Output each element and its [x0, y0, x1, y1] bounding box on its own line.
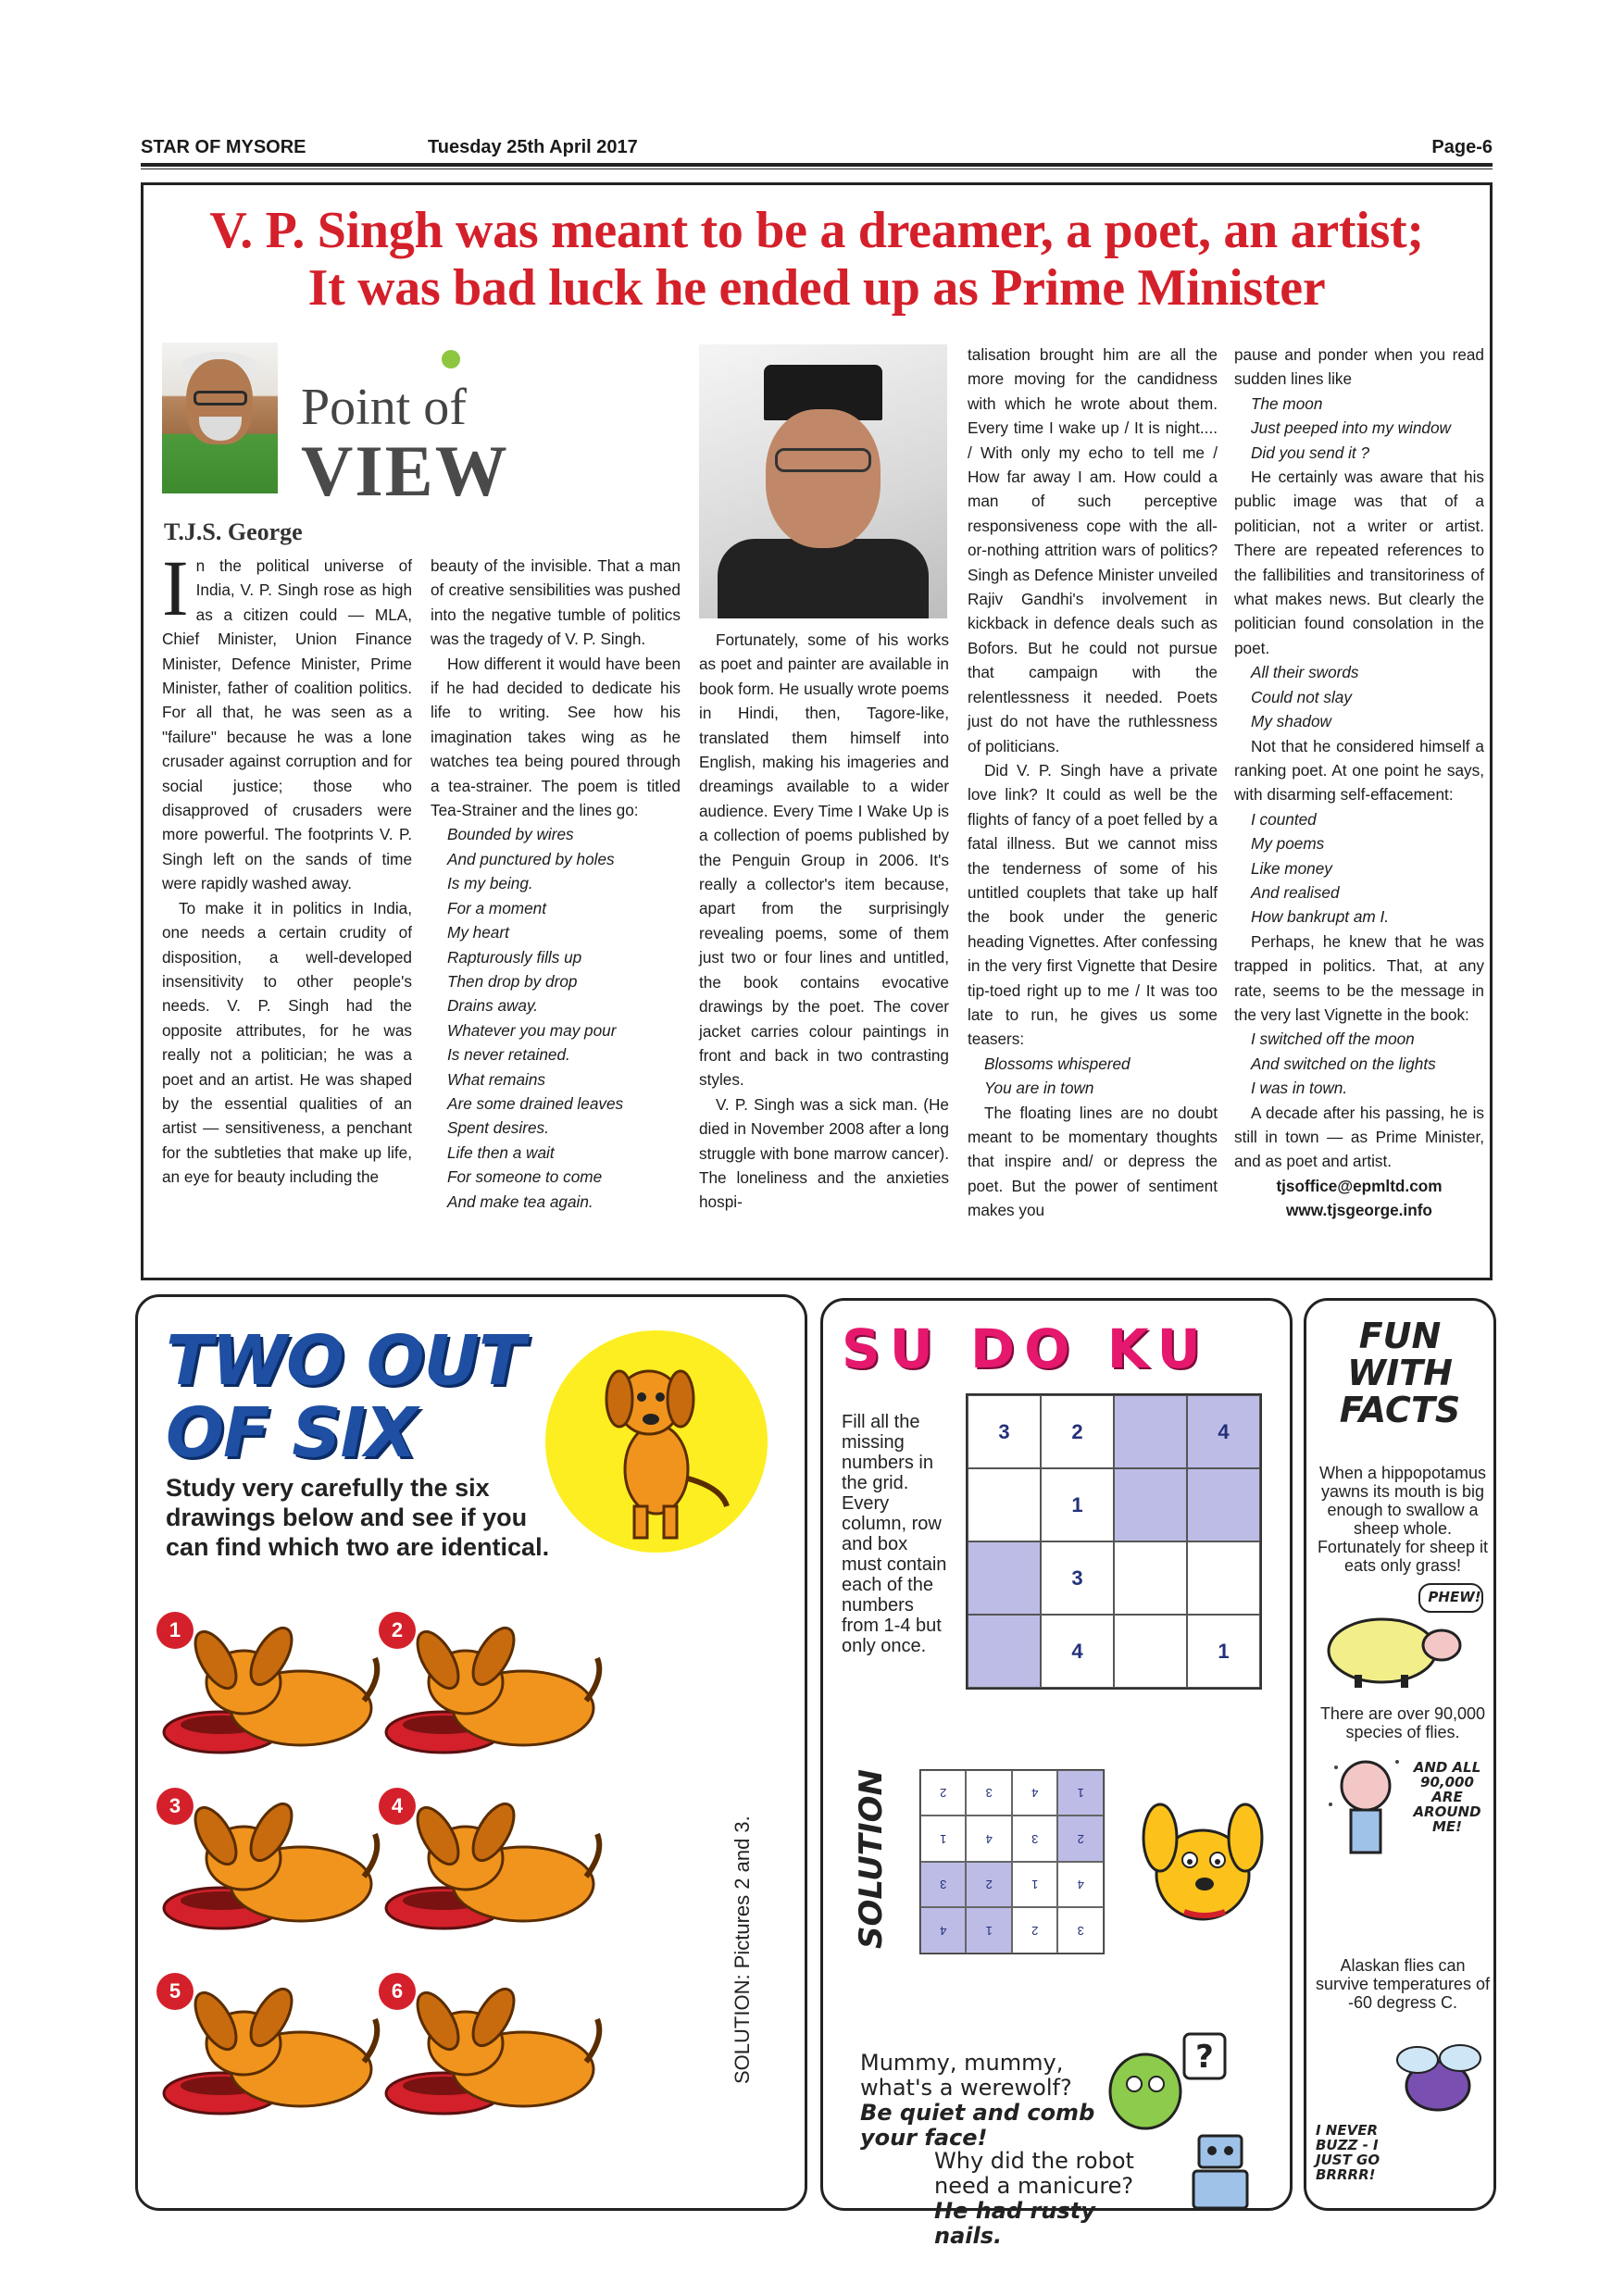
author-website[interactable]: www.tjsgeorge.info	[1286, 1201, 1432, 1220]
poem-tea-strainer	[431, 822, 681, 1214]
byline: T.J.S. George	[164, 518, 303, 545]
sudoku-cell[interactable]	[1187, 1541, 1260, 1615]
picture-number: 1	[156, 1612, 194, 1649]
sudoku-instruction: Fill all the missing numbers in the grid. Every column, row and box must contain each of the numbers from 1-4 but only once.	[842, 1412, 947, 1656]
picture-number: 4	[379, 1788, 416, 1825]
solution-cell: 2	[920, 1770, 967, 1816]
dog-drawing[interactable]	[379, 1788, 610, 1936]
verse-line: Life then a wait	[447, 1142, 555, 1162]
verse-line: My poems	[1251, 834, 1325, 854]
verse-line: And realised	[1251, 882, 1340, 902]
sudoku-cell[interactable]	[968, 1468, 1041, 1541]
solution-cell: 2	[1012, 1908, 1058, 1954]
verse-line: Are some drained leaves	[447, 1093, 624, 1113]
verse-line: My shadow	[1251, 712, 1331, 731]
article-box	[141, 182, 1493, 1280]
article-column-3	[699, 628, 949, 1215]
masthead-rule-thin	[141, 168, 1493, 169]
verse-line: And punctured by holes	[447, 849, 615, 868]
verse-line: How bankrupt am I.	[1251, 907, 1390, 927]
column-logo-line-1: Point of	[301, 379, 467, 436]
paragraph: talisation brought him are all the more moving for the candidness with which he wrote about them. Every time I wake up / It is night.... / With only my echo to tell me / How far away I am. How could a man of such perceptive responsiveness cope with the all-or-nothing attrition wars of politics? Singh as Defence Minister unveiled Rajiv Gandhi's involvement in kickback in defence deals such as Bofors. But he could not pursue that campaign with the relentlessness it needed. Poets just do not have the ruthlessness of politicians.	[968, 345, 1218, 755]
verse-line: Could not slay	[1251, 687, 1352, 706]
solution-cell: 2	[1058, 1816, 1105, 1863]
solution-label: SOLUTION	[853, 1768, 890, 1949]
author-email[interactable]: tjsoffice@epmltd.com	[1276, 1176, 1443, 1195]
verse-line: Then drop by drop	[447, 971, 578, 991]
verse-line: For someone to come	[447, 1167, 603, 1187]
solution-cell: 2	[967, 1862, 1013, 1908]
solution-cell: 3	[920, 1862, 967, 1908]
picture-number: 5	[156, 1973, 194, 2010]
paragraph: Perhaps, he knew that he was trapped in politics. That, at any rate, seems to be the message in the very last Vignette in the book:	[1234, 931, 1484, 1024]
sudoku-cell[interactable]: 4	[1041, 1615, 1114, 1688]
paragraph: n the political universe of India, V. P. Singh rose as high as a citizen could — MLA, Chief Minister, Union Finance Minister, Defence Minister, Prime Minister, father of coalition politics. For all that, he was seen as a "failure" because he was a lone crusader against corruption and for social justice; those who disapproved of crusaders were more powerful. The footprints V. P. Singh left on the sands of time were rapidly washed away.	[162, 556, 412, 893]
verse-line: I was in town.	[1251, 1079, 1348, 1098]
sudoku-cell[interactable]: 3	[1041, 1541, 1114, 1615]
fact-hippo: When a hippopotamus yawns its mouth is big enough to swallow a sheep whole. Fortunately for sheep it eats only grass!	[1317, 1464, 1489, 1575]
article-column-1	[162, 543, 412, 1190]
solution-cell: 4	[920, 1908, 967, 1954]
sudoku-cell[interactable]: 3	[968, 1395, 1041, 1468]
paragraph: Fortunately, some of his works as poet and painter are available in book form. He usually wrote poems in Hindi, then, Tagore-like, translated them himself into English, making his imageries and dreamings available to a wider audience. Every Time I Wake Up is a collection of poems published by the Penguin Group in 2006. It's really a collector's item because, apart from the surprisingly revealing poems, some of them just two or four lines and untitled, the book contains evocative drawings by the poet. The cover jacket carries colour paintings in front and back in two contrasting styles.	[699, 630, 949, 1090]
author-photo	[162, 343, 278, 493]
solution-cell: 1	[1012, 1862, 1058, 1908]
fun-with-facts-panel	[1304, 1298, 1496, 2211]
solution-cell: 4	[1058, 1862, 1105, 1908]
thinking-dog-icon	[1129, 1764, 1277, 1930]
bubble-flies: AND ALL 90,000 ARE AROUND ME!	[1413, 1759, 1481, 1835]
joke-question: Mummy, mummy, what's a werewolf?	[860, 2050, 1072, 2101]
werewolf-joke	[860, 2051, 1101, 2151]
swatting-man-icon	[1319, 1749, 1412, 1860]
paragraph: Not that he considered himself a ranking poet. At one point he says, with disarming self-effacement:	[1234, 736, 1484, 805]
paragraph: How different it would have been if he had decided to dedicate his life to writing. See how his imagination takes wing as he watches tea being poured through a tea-strainer. The poem is titled Tea-Strainer and the lines go:	[431, 654, 681, 820]
puzzle-title-line-1: TWO OUT	[166, 1321, 525, 1401]
article-column-2	[431, 554, 681, 1214]
dog-drawing[interactable]	[156, 1788, 388, 1936]
verse-line: Like money	[1251, 858, 1332, 878]
facts-title: FUN WITH FACTS	[1339, 1316, 1461, 1430]
sudoku-cell[interactable]: 2	[1041, 1395, 1114, 1468]
sudoku-panel	[820, 1298, 1293, 2249]
sudoku-cell[interactable]: 4	[1187, 1395, 1260, 1468]
paragraph: To make it in politics in India, one needs a certain crudity of disposition, a well-developed insensitivity to other people's needs. V. P. Singh had the opposite attributes, for he was really not a politician; he was a poet and an artist. He was shaped by the essential qualities of an artist — sensitiveness, a penchant for the subtleties that make up life, an eye for beauty including the	[162, 898, 412, 1187]
sudoku-cell[interactable]	[968, 1615, 1041, 1688]
two-out-of-six-panel	[135, 1294, 807, 2211]
verse-line: Blossoms whispered	[984, 1054, 1131, 1073]
sun-icon	[545, 1330, 768, 1553]
picture-number: 3	[156, 1788, 194, 1825]
joke-answer: He had rusty nails.	[934, 2198, 1095, 2249]
fact-flies-species: There are over 90,000 species of flies.	[1319, 1704, 1486, 1741]
solution-cell: 4	[1012, 1770, 1058, 1816]
solution-cell: 1	[967, 1908, 1013, 1954]
sudoku-cell[interactable]	[1114, 1395, 1187, 1468]
paragraph: He certainly was aware that his public image was that of a politician, not a writer or artist. There are repeated references to the fallibilities and transitoriness of what makes news. But clearly the politician found consolation in the poet.	[1234, 468, 1484, 657]
masthead-rule	[141, 163, 1493, 167]
page-number: Page-6	[1431, 137, 1493, 157]
fact-alaskan-flies: Alaskan flies can survive temperatures of -60 degress C.	[1315, 1956, 1491, 2012]
verse-line: I switched off the moon	[1251, 1029, 1415, 1049]
puzzle-instruction: Study very carefully the six drawings below and see if you can find which two are identical.	[166, 1474, 550, 1561]
bubble-phew: PHEW!	[1428, 1589, 1481, 1605]
column-logo-line-2: VIEW	[301, 430, 509, 511]
sudoku-cell[interactable]	[968, 1541, 1041, 1615]
picture-number: 6	[379, 1973, 416, 2010]
verse-line: My heart	[447, 923, 509, 942]
sudoku-solution-grid	[919, 1769, 1105, 1954]
verse-line: And switched on the lights	[1251, 1054, 1436, 1073]
paragraph: A decade after his passing, he is still in town — as Prime Minister, and as poet and artist.	[1234, 1103, 1484, 1171]
puzzle-solution: SOLUTION: Pictures 2 and 3.	[731, 1816, 754, 2084]
picture-number: 2	[379, 1612, 416, 1649]
paragraph: Did V. P. Singh have a private love link? It could as well be the flights of fancy of a poet felled by a fatal illness. But we cannot miss the tenderness of some of his untitled couplets that take up half the book under the generic heading Vignettes. After confessing in the very first Vignette that Desire tip-toed right up to me / It was too late to run, he gives us some teasers:	[968, 760, 1218, 1049]
point-of-view-logo	[162, 343, 560, 546]
verse-line: Just peeped into my window	[1251, 418, 1451, 438]
verse-line: Is my being.	[447, 874, 533, 893]
solution-cell: 3	[1058, 1908, 1105, 1954]
headline-line-1: V. P. Singh was meant to be a dreamer, a poet, an artist;	[209, 202, 1424, 259]
sudoku-cell[interactable]	[1187, 1468, 1260, 1541]
paragraph: V. P. Singh was a sick man. (He died in November 2008 after a long struggle with bone marrow cancer). The loneliness and the anxieties hospi-	[699, 1094, 949, 1212]
joke-question: Why did the robot need a manicure?	[934, 2148, 1134, 2199]
green-dot-icon	[442, 350, 460, 368]
sudoku-grid[interactable]	[966, 1393, 1262, 1690]
solution-cell: 1	[1058, 1770, 1105, 1816]
verse-line: Did you send it ?	[1251, 443, 1370, 462]
article-column-4	[968, 343, 1218, 1223]
sudoku-cell[interactable]: 1	[1187, 1615, 1260, 1688]
verse-line: Bounded by wires	[447, 825, 574, 844]
puzzle-title-line-2: OF SIX	[166, 1393, 418, 1473]
solution-cell: 3	[1012, 1816, 1058, 1863]
sudoku-cell[interactable]: 1	[1041, 1468, 1114, 1541]
verse-line: You are in town	[984, 1079, 1094, 1098]
verse-line: Is never retained.	[447, 1045, 570, 1065]
article-column-5	[1234, 343, 1484, 1223]
puzzle-title	[166, 1321, 525, 1473]
sudoku-title: SU DO KU	[842, 1317, 1210, 1380]
verse-line: Whatever you may pour	[447, 1020, 617, 1040]
verse-line: I counted	[1251, 809, 1317, 829]
masthead	[141, 137, 1493, 161]
verse-line: Rapturously fills up	[447, 947, 582, 967]
verse-line: The moon	[1251, 393, 1323, 413]
verse-line: Spent desires.	[447, 1118, 549, 1138]
paper-name: STAR OF MYSORE	[141, 137, 306, 157]
verse-line: For a moment	[447, 898, 546, 917]
verse-line: All their swords	[1251, 663, 1359, 682]
paragraph: The floating lines are no doubt meant to be momentary thoughts that inspire and/ or depress the poet. But the power of sentiment makes you	[968, 1103, 1218, 1220]
dog-drawing[interactable]	[379, 1973, 610, 2121]
verse-line: And make tea again.	[447, 1192, 593, 1211]
headline	[144, 202, 1490, 317]
dog-drawing[interactable]	[379, 1612, 610, 1760]
headline-line-2: It was bad luck he ended up as Prime Minister	[307, 259, 1326, 317]
solution-cell: 1	[920, 1816, 967, 1863]
paragraph: pause and ponder when you read sudden lines like	[1234, 345, 1484, 389]
solution-cell: 3	[967, 1770, 1013, 1816]
bubble-question: ?	[1195, 2039, 1214, 2076]
verse-line: What remains	[447, 1069, 546, 1089]
dog-drawing[interactable]	[156, 1973, 388, 2121]
dog-drawing[interactable]	[156, 1612, 388, 1760]
sudoku-cell[interactable]	[1114, 1541, 1187, 1615]
fly-icon	[1380, 2036, 1492, 2119]
vp-singh-photo	[699, 344, 947, 618]
issue-date: Tuesday 25th April 2017	[428, 137, 638, 157]
robot-icon	[1175, 2134, 1268, 2212]
sudoku-cell[interactable]	[1114, 1615, 1187, 1688]
solution-cell: 4	[967, 1816, 1013, 1863]
drop-cap: I	[162, 543, 189, 632]
joke-answer: Be quiet and comb your face!	[860, 2100, 1095, 2151]
monster-icon	[1093, 2017, 1232, 2138]
bubble-fly: I NEVER BUZZ - I JUST GO BRRRR!	[1316, 2122, 1380, 2183]
paragraph: beauty of the invisible. That a man of creative sensibilities was pushed into the negative tumble of politics was the tragedy of V. P. Singh.	[431, 556, 681, 649]
verse-line: Drains away.	[447, 996, 539, 1016]
standing-dog-icon	[545, 1330, 768, 1553]
robot-joke	[934, 2149, 1156, 2249]
sudoku-cell[interactable]	[1114, 1468, 1187, 1541]
